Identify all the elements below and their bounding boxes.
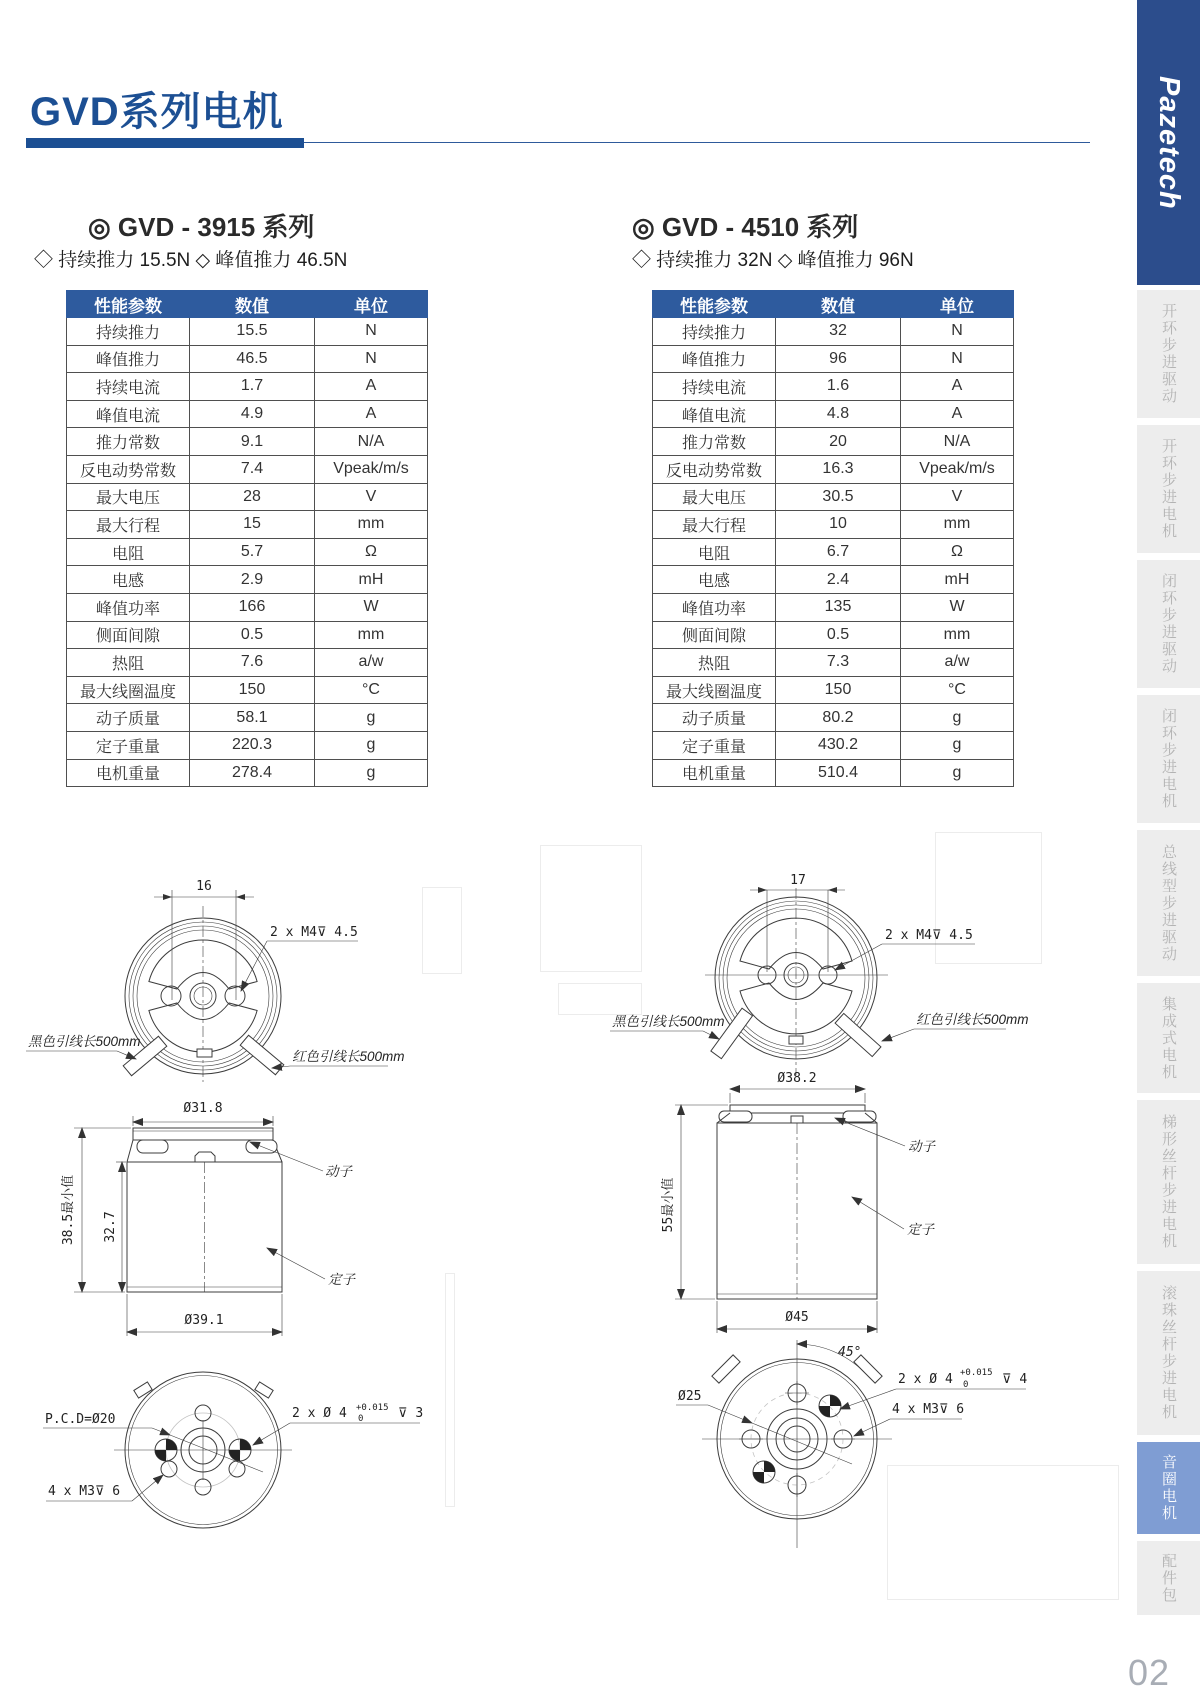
sidebar-item-2[interactable]: [1137, 425, 1200, 553]
table-cell: a/w: [315, 649, 428, 677]
sidebar-item-3[interactable]: [1137, 560, 1200, 688]
title-rule-line: [304, 142, 1090, 143]
table-cell: 峰值功率: [653, 593, 776, 621]
top-view-drawing: [26, 879, 405, 1082]
sidebar-item-4[interactable]: [1137, 695, 1200, 823]
table-cell: 最大电压: [653, 483, 776, 511]
sidebar-item-8[interactable]: [1137, 1271, 1200, 1435]
table-cell: 7.4: [190, 455, 315, 483]
pin-depth-label: ⊽ 3: [398, 1406, 424, 1421]
table-cell: 最大行程: [653, 511, 776, 539]
table-row: [67, 511, 428, 539]
table-row: [653, 455, 1014, 483]
table-cell: N: [901, 345, 1014, 373]
table-row: [67, 731, 428, 759]
column-header: 数值: [190, 291, 315, 318]
table-cell: 峰值电流: [67, 400, 190, 428]
table-header-row: [653, 291, 1014, 318]
sidebar-item-label: 滚珠丝杆步进电机: [1160, 1285, 1177, 1421]
table-cell: g: [315, 731, 428, 759]
table-row: [653, 345, 1014, 373]
table-cell: 7.3: [776, 649, 901, 677]
stator-label: 定子: [328, 1272, 355, 1287]
table-header-row: [67, 291, 428, 318]
sidebar-item-10[interactable]: [1137, 1541, 1200, 1615]
table-row: [653, 593, 1014, 621]
table-cell: 电感: [653, 566, 776, 594]
sidebar-nav: [1137, 290, 1200, 1615]
table-cell: 最大线圈温度: [653, 676, 776, 704]
sidebar-item-label: 梯形丝杆步进电机: [1160, 1114, 1177, 1250]
table-cell: mm: [315, 621, 428, 649]
technical-drawing-4510: [530, 860, 1030, 1560]
table-row: [653, 373, 1014, 401]
table-cell: V: [315, 483, 428, 511]
table-row: [67, 621, 428, 649]
dim-label: Ø39.1: [184, 1313, 224, 1328]
table-row: [67, 593, 428, 621]
table-row: [653, 731, 1014, 759]
table-cell: 430.2: [776, 731, 901, 759]
table-cell: 150: [190, 676, 315, 704]
table-cell: 电感: [67, 566, 190, 594]
dim-label: 32.7: [103, 1211, 118, 1243]
table-cell: V: [901, 483, 1014, 511]
table-cell: °C: [901, 676, 1014, 704]
table-cell: g: [315, 759, 428, 787]
bottom-view-drawing: [676, 1340, 1027, 1548]
table-cell: 16.3: [776, 455, 901, 483]
table-cell: 反电动势常数: [67, 455, 190, 483]
title-underline-bar: [26, 138, 304, 148]
table-row: [653, 428, 1014, 456]
table-cell: mH: [315, 566, 428, 594]
top-view-drawing: [610, 873, 1029, 1075]
table-row: [67, 455, 428, 483]
table-cell: 动子质量: [67, 704, 190, 732]
table-row: [67, 345, 428, 373]
column-header: 性能参数: [653, 291, 776, 318]
section-title: ◎ GVD - 3915 系列: [88, 212, 315, 242]
table-cell: Vpeak/m/s: [315, 455, 428, 483]
table-row: [653, 621, 1014, 649]
table-row: [67, 676, 428, 704]
sidebar-item-7[interactable]: [1137, 1100, 1200, 1264]
pcd-label: P.C.D=Ø20: [45, 1412, 116, 1427]
table-row: [653, 566, 1014, 594]
table-row: [653, 704, 1014, 732]
table-cell: mm: [901, 621, 1014, 649]
table-cell: 80.2: [776, 704, 901, 732]
table-cell: 15: [190, 511, 315, 539]
sidebar-item-label: 音圈电机: [1160, 1454, 1177, 1522]
column-header: 数值: [776, 291, 901, 318]
table-cell: 推力常数: [67, 428, 190, 456]
table-cell: N/A: [315, 428, 428, 456]
table-row: [67, 759, 428, 787]
table-cell: mm: [315, 511, 428, 539]
sidebar-item-5[interactable]: [1137, 830, 1200, 976]
table-cell: 4.9: [190, 400, 315, 428]
table-cell: 15.5: [190, 318, 315, 346]
table-cell: 峰值电流: [653, 400, 776, 428]
table-cell: 持续推力: [653, 318, 776, 346]
table-cell: N/A: [901, 428, 1014, 456]
table-cell: Ω: [901, 538, 1014, 566]
tap-hole-label: 2 x M4⊽ 4.5: [885, 928, 973, 943]
angle-label: 45°: [838, 1345, 862, 1360]
brand-logo-block: [1137, 0, 1200, 285]
brand-logo: Pazetech: [1153, 75, 1185, 210]
column-header: 单位: [315, 291, 428, 318]
table-row: [653, 318, 1014, 346]
red-wire-label: 红色引线长500mm: [292, 1049, 405, 1064]
table-row: [67, 318, 428, 346]
table-cell: 46.5: [190, 345, 315, 373]
table-row: [67, 566, 428, 594]
table-cell: mm: [901, 511, 1014, 539]
section-gvd-3915: [34, 210, 464, 787]
table-cell: 反电动势常数: [653, 455, 776, 483]
table-cell: 热阻: [653, 649, 776, 677]
pin-depth-label: ⊽ 4: [1002, 1372, 1028, 1387]
table-cell: 峰值推力: [653, 345, 776, 373]
table-cell: 32: [776, 318, 901, 346]
table-cell: 最大行程: [67, 511, 190, 539]
table-cell: A: [901, 400, 1014, 428]
table-cell: g: [901, 759, 1014, 787]
mover-label: 动子: [908, 1139, 935, 1154]
table-cell: g: [901, 731, 1014, 759]
table-row: [653, 400, 1014, 428]
table-cell: 7.6: [190, 649, 315, 677]
table-cell: 6.7: [776, 538, 901, 566]
dim-label: Ø38.2: [777, 1071, 817, 1086]
table-row: [67, 400, 428, 428]
table-cell: °C: [315, 676, 428, 704]
page-title: GVD系列电机: [30, 90, 284, 134]
table-row: [653, 676, 1014, 704]
pin-tolerance-upper: +0.015: [960, 1368, 993, 1378]
table-cell: 电阻: [653, 538, 776, 566]
sidebar-item-label: 开环步进驱动: [1160, 303, 1177, 405]
spec-table-3915: [66, 290, 428, 787]
table-cell: 0.5: [190, 621, 315, 649]
table-cell: 150: [776, 676, 901, 704]
sidebar-item-label: 闭环步进电机: [1160, 708, 1177, 810]
table-cell: 135: [776, 593, 901, 621]
sidebar-item-6[interactable]: [1137, 983, 1200, 1093]
dim-label: Ø45: [785, 1310, 809, 1325]
table-cell: 2.9: [190, 566, 315, 594]
spec-table-4510: [652, 290, 1014, 787]
table-cell: 30.5: [776, 483, 901, 511]
tap-hole-label: 4 x M3⊽ 6: [48, 1484, 121, 1499]
tap-hole-label: 2 x M4⊽ 4.5: [270, 925, 358, 940]
table-cell: 9.1: [190, 428, 315, 456]
table-row: [653, 759, 1014, 787]
pin-tolerance-lower: 0: [963, 1380, 969, 1390]
table-cell: 电机重量: [67, 759, 190, 787]
table-row: [653, 511, 1014, 539]
table-row: [67, 483, 428, 511]
table-cell: g: [901, 704, 1014, 732]
dim-label: 38.5最小值: [61, 1174, 76, 1246]
table-cell: 58.1: [190, 704, 315, 732]
red-wire-label: 红色引线长500mm: [916, 1012, 1029, 1027]
table-cell: W: [315, 593, 428, 621]
pin-hole-label: 2 x Ø 4: [898, 1372, 953, 1387]
table-cell: g: [315, 704, 428, 732]
table-cell: 2.4: [776, 566, 901, 594]
table-cell: 166: [190, 593, 315, 621]
technical-drawing-3915: [20, 860, 470, 1560]
table-row: [67, 538, 428, 566]
table-cell: a/w: [901, 649, 1014, 677]
pin-hole-label: 2 x Ø 4: [292, 1406, 347, 1421]
table-cell: Vpeak/m/s: [901, 455, 1014, 483]
table-row: [653, 649, 1014, 677]
table-cell: 5.7: [190, 538, 315, 566]
table-cell: W: [901, 593, 1014, 621]
table-cell: 持续电流: [67, 373, 190, 401]
table-cell: A: [901, 373, 1014, 401]
table-cell: 0.5: [776, 621, 901, 649]
table-cell: 推力常数: [653, 428, 776, 456]
column-header: 性能参数: [67, 291, 190, 318]
column-header: 单位: [901, 291, 1014, 318]
sidebar-item-label: 开环步进电机: [1160, 438, 1177, 540]
sidebar-item-9[interactable]: [1137, 1442, 1200, 1534]
section-title: ◎ GVD - 4510 系列: [632, 212, 859, 242]
bottom-view-drawing: [43, 1372, 423, 1528]
table-cell: 10: [776, 511, 901, 539]
table-cell: 最大线圈温度: [67, 676, 190, 704]
table-cell: 最大电压: [67, 483, 190, 511]
table-cell: mH: [901, 566, 1014, 594]
table-cell: A: [315, 400, 428, 428]
table-cell: 持续电流: [653, 373, 776, 401]
table-cell: 侧面间隙: [653, 621, 776, 649]
table-cell: N: [315, 345, 428, 373]
dim-label: Ø31.8: [183, 1101, 223, 1116]
section-gvd-4510: [632, 210, 1062, 787]
dim-label: 55最小值: [661, 1177, 676, 1233]
table-cell: 20: [776, 428, 901, 456]
sidebar-item-1[interactable]: [1137, 290, 1200, 418]
table-cell: 定子重量: [67, 731, 190, 759]
table-cell: Ω: [315, 538, 428, 566]
table-cell: 峰值功率: [67, 593, 190, 621]
black-wire-label: 黑色引线长500mm: [612, 1014, 725, 1029]
table-cell: 1.6: [776, 373, 901, 401]
side-view-drawing: [660, 1071, 937, 1333]
table-cell: N: [315, 318, 428, 346]
table-cell: 278.4: [190, 759, 315, 787]
table-row: [67, 704, 428, 732]
table-cell: 峰值推力: [67, 345, 190, 373]
table-cell: 热阻: [67, 649, 190, 677]
page-number: 02: [1128, 1652, 1171, 1693]
table-row: [67, 373, 428, 401]
mover-label: 动子: [325, 1164, 352, 1179]
table-cell: 1.7: [190, 373, 315, 401]
table-cell: 96: [776, 345, 901, 373]
table-cell: 定子重量: [653, 731, 776, 759]
table-cell: 侧面间隙: [67, 621, 190, 649]
table-cell: 持续推力: [67, 318, 190, 346]
table-row: [67, 428, 428, 456]
section-subtitle: ◇ 持续推力 32N ◇ 峰值推力 96N: [632, 250, 914, 271]
table-cell: 动子质量: [653, 704, 776, 732]
table-cell: 电机重量: [653, 759, 776, 787]
table-row: [67, 649, 428, 677]
pin-tolerance-lower: 0: [358, 1414, 364, 1424]
table-cell: 220.3: [190, 731, 315, 759]
table-cell: A: [315, 373, 428, 401]
side-view-drawing: [60, 1101, 356, 1336]
sidebar-item-label: 总线型步进驱动: [1160, 843, 1177, 963]
table-cell: 28: [190, 483, 315, 511]
table-row: [653, 483, 1014, 511]
table-cell: 电阻: [67, 538, 190, 566]
section-subtitle: ◇ 持续推力 15.5N ◇ 峰值推力 46.5N: [34, 250, 348, 271]
dim-label: 17: [790, 873, 806, 888]
stator-label: 定子: [907, 1222, 934, 1237]
sidebar-item-label: 集成式电机: [1160, 995, 1177, 1081]
sidebar-item-label: 闭环步进驱动: [1160, 573, 1177, 675]
black-wire-label: 黑色引线长500mm: [28, 1034, 141, 1049]
table-cell: 4.8: [776, 400, 901, 428]
table-row: [653, 538, 1014, 566]
tap-hole-label: 4 x M3⊽ 6: [892, 1402, 965, 1417]
table-cell: 510.4: [776, 759, 901, 787]
pin-tolerance-upper: +0.015: [356, 1403, 389, 1413]
pcd-label: Ø25: [678, 1389, 702, 1404]
dim-label: 16: [196, 879, 212, 894]
table-cell: N: [901, 318, 1014, 346]
sidebar-item-label: 配件包: [1160, 1552, 1177, 1604]
